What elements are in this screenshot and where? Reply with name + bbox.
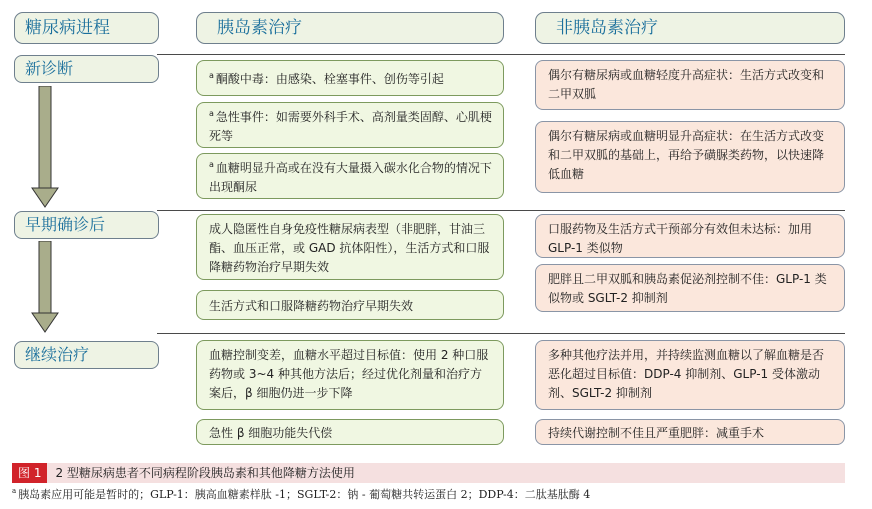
down-arrow-1 (30, 86, 60, 208)
header-process: 糖尿病进程 (14, 12, 159, 44)
insulin-box-ketoacidosis (196, 60, 504, 96)
non-insulin-box-mild: 偶尔有糖尿病或血糖轻度升高症状：生活方式改变和二甲双胍 (535, 60, 845, 110)
footnote-marker: a (209, 160, 214, 169)
insulin-box-text: 酮酸中毒：由感染、栓塞事件、创伤等引起 (215, 72, 444, 86)
insulin-box-acute-event (196, 102, 504, 148)
non-insulin-box-glp1: 口服药物及生活方式干预部分有效但未达标：加用 GLP-1 类似物 (535, 214, 845, 258)
non-insulin-box-marked: 偶尔有糖尿病或血糖明显升高症状：在生活方式改变和二甲双胍的基础上，再给予磺脲类药物，以快速降低血糖 (535, 121, 845, 193)
insulin-box-text: 急性事件：如需要外科手术、高剂量类固醇、心肌梗死等 (209, 110, 492, 143)
footnote (12, 488, 852, 504)
footnote-marker: a (209, 109, 214, 118)
stage-new-diagnosis: 新诊断 (14, 55, 159, 83)
header-insulin: 胰岛素治疗 (196, 12, 504, 44)
figure-tag: 图 1 (12, 463, 47, 483)
insulin-box-poor-control: 血糖控制变差，血糖水平超过目标值：使用 2 种口服药物或 3~4 种其他方法后；经过优化剂量和治疗方案后，β 细胞仍进一步下降 (196, 340, 504, 410)
header-non-insulin: 非胰岛素治疗 (535, 12, 845, 44)
footnote-text: 胰岛素应用可能是暂时的；GLP-1：胰高血糖素样肽 -1；SGLT-2：钠 - 葡萄糖共转运蛋白 2；DDP-4：二肽基肽酶 4 (18, 488, 591, 501)
non-insulin-box-surgery: 持续代谢控制不佳且严重肥胖：减重手术 (535, 419, 845, 445)
insulin-box-beta-failure: 急性 β 细胞功能失代偿 (196, 419, 504, 445)
figure-caption (12, 463, 845, 483)
stage-line-new (157, 54, 845, 55)
insulin-box-hyperglycemia (196, 153, 504, 199)
stage-line-early (157, 210, 845, 211)
footnote-marker: a (12, 487, 17, 496)
insulin-box-lada: 成人隐匿性自身免疫性糖尿病表型（非肥胖，甘油三酯、血压正常，或 GAD 抗体阳性），生活方式和口服降糖药物治疗早期失效 (196, 214, 504, 280)
caption-text: 2 型糖尿病患者不同病程阶段胰岛素和其他降糖方法使用 (55, 466, 355, 480)
down-arrow-2 (30, 241, 60, 333)
stage-early-after: 早期确诊后 (14, 211, 159, 239)
insulin-box-text: 血糖明显升高或在没有大量摄入碳水化合物的情况下出现酮尿 (209, 161, 492, 194)
non-insulin-box-obese: 肥胖且二甲双胍和胰岛素促泌剂控制不佳：GLP-1 类似物或 SGLT-2 抑制剂 (535, 264, 845, 312)
non-insulin-box-combined: 多种其他疗法并用，并持续监测血糖以了解血糖是否恶化超过目标值：DDP-4 抑制剂、GLP-1 受体激动剂、SGLT-2 抑制剂 (535, 340, 845, 410)
footnote-marker: a (209, 71, 214, 80)
stage-line-continued (157, 333, 845, 334)
stage-continued: 继续治疗 (14, 341, 159, 369)
insulin-box-early-failure: 生活方式和口服降糖药物治疗早期失效 (196, 290, 504, 320)
